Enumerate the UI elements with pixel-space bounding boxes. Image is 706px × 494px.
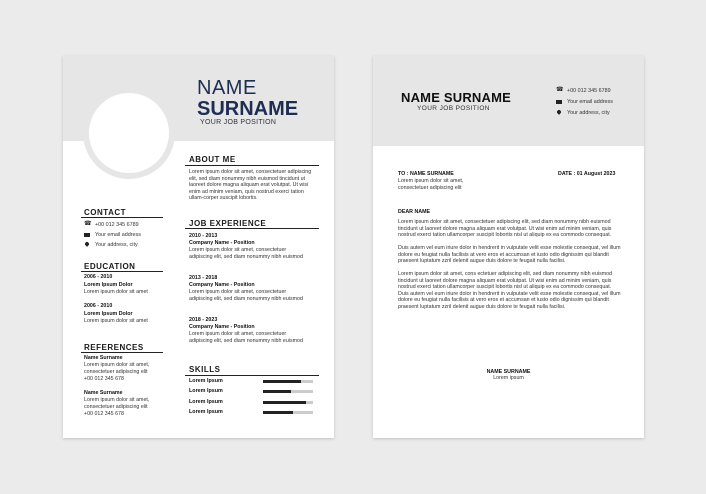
mail-icon (556, 100, 562, 104)
skill-bar-fill (263, 401, 306, 404)
skill-bar-fill (263, 390, 291, 393)
skill-label: Lorem Ipsum (189, 388, 223, 394)
contact-phone (84, 222, 139, 228)
skill-bar (263, 401, 313, 404)
skill-label: Lorem Ipsum (189, 378, 223, 384)
skill-bar-fill (263, 411, 293, 414)
letter-contact-phone (556, 88, 611, 94)
skill-bar (263, 390, 313, 393)
reference-name: Name Surname (84, 355, 123, 361)
letter-paragraph-1: Lorem ipsum dolor sit amet, consectetuer adipiscing elit, sed diam nonummy nibh euismod tincidunt ut laoreet dolore magna aliquam erat volutpat. Ut wisi enim ad minim veniam, quis nostrud exerci tation ullamcorper suscipit lobortis nisl ut aliquip ex ea commodo consequat. (398, 219, 612, 239)
letter-phone-text: +00 012 345 6789 (567, 88, 611, 94)
reference-phone: +00 012 345 678 (84, 376, 124, 382)
about-rule (185, 165, 319, 166)
skill-label: Lorem Ipsum (189, 409, 223, 415)
skill-bar (263, 380, 313, 383)
letter-name: NAME SURNAME (401, 90, 512, 105)
contact-address (84, 242, 138, 248)
education-text: Lorem ipsum dolor sit amet (84, 318, 148, 324)
location-pin-icon (556, 110, 562, 116)
letter-email-text: Your email address (567, 99, 613, 105)
reference-line: Lorem ipsum dolor sit amet, (84, 362, 150, 368)
skill-bar-fill (263, 380, 301, 383)
experience-line: adipiscing elit, sed diam nonummy nibh euismod (189, 296, 303, 302)
contact-phone-text: +00 012 345 6789 (95, 222, 139, 228)
letter-recipient-line: Lorem ipsum dolor sit amet, (398, 178, 464, 184)
cover-letter-page (373, 56, 644, 438)
reference-name: Name Surname (84, 390, 123, 396)
experience-title: JOB EXPERIENCE (189, 219, 267, 228)
experience-line: Lorem ipsum dolor sit amet, consectetuer (189, 289, 287, 295)
letter-signature-text: Lorem ipsum (493, 375, 524, 381)
contact-email-text: Your email address (95, 232, 141, 238)
education-degree: Lorem Ipsum Dolor (84, 311, 133, 317)
about-title: ABOUT ME (189, 155, 236, 164)
about-text: Lorem ipsum dolor sit amet, consectetuer adipiscing elit, sed diam nonummy nibh euismod tincidunt ut laoreet dolore magna aliquam erat volutpat. Ut wisi enim ad minim veniam, quis nostrud exerci tation ullam-corper suscipit lobortis. (189, 169, 312, 202)
experience-years: 2013 - 2018 (189, 275, 218, 281)
education-years: 2006 - 2010 (84, 303, 113, 309)
education-title: EDUCATION (84, 262, 136, 271)
experience-years: 2018 - 2023 (189, 317, 218, 323)
letter-salutation: DEAR NAME (398, 209, 431, 215)
experience-position: Company Name - Position (189, 240, 255, 246)
education-degree: Lorem Ipsum Dolor (84, 282, 133, 288)
location-pin-icon (84, 242, 90, 248)
letter-job-position: YOUR JOB POSITION (417, 105, 490, 112)
letter-contact-address (556, 110, 610, 116)
phone-icon (556, 88, 562, 94)
education-rule (81, 271, 163, 272)
contact-email (84, 232, 141, 238)
letter-recipient: TO : NAME SURNAME (398, 171, 454, 177)
references-rule (81, 352, 163, 353)
education-years: 2006 - 2010 (84, 274, 113, 280)
experience-line: Lorem ipsum dolor sit amet, consectetuer (189, 331, 287, 337)
letter-paragraph-3: Lorem ipsum dolor sit amet, cons ectetuer adipiscing elit, sed diam nonummy nibh euismod tincidunt ut laoreet dolore magna aliquam erat volutpat. Ut wisi enim ad minim veniam, quis nostrud exerci tation ullamcorper suscipit lobortis nisl ut aliquip ex ea commodo consequat. Duis autem vel eum iriure dolor in hendrerit in vulputate velit esse molestie consequat, vel illum dolore eu feugiat nulla facilisis at vero eros et accumsan et iusto odio dignissim qui blandit praesent luptatum zzril delenit augue duis dolore te feugait nulla facilisi. (398, 271, 621, 310)
reference-phone: +00 012 345 678 (84, 411, 124, 417)
letter-date: DATE : 01 August 2023 (558, 171, 616, 177)
resume-surname: SURNAME (197, 98, 299, 120)
resume-job-position: YOUR JOB POSITION (200, 119, 277, 126)
letter-address-text: Your address, city (567, 110, 610, 116)
resume-first-name: NAME (197, 77, 257, 99)
resume-page (63, 56, 334, 438)
skill-bar (263, 411, 313, 414)
experience-line: adipiscing elit, sed diam nonummy nibh euismod (189, 338, 303, 344)
reference-line: consectetuer adipiscing elit (84, 404, 148, 410)
experience-line: Lorem ipsum dolor sit amet, consectetuer (189, 247, 287, 253)
skill-label: Lorem Ipsum (189, 399, 223, 405)
letter-contact-email (556, 99, 613, 105)
mail-icon (84, 233, 90, 237)
letter-recipient-line: consectetuer adipiscing elit (398, 185, 462, 191)
education-text: Lorem ipsum dolor sit amet (84, 289, 148, 295)
reference-line: Lorem ipsum dolor sit amet, (84, 397, 150, 403)
contact-rule (81, 217, 163, 218)
experience-position: Company Name - Position (189, 324, 255, 330)
skills-rule (185, 375, 319, 376)
skills-title: SKILLS (189, 365, 221, 374)
experience-line: adipiscing elit, sed diam nonummy nibh euismod (189, 254, 303, 260)
references-title: REFERENCES (84, 343, 144, 352)
phone-icon (84, 222, 90, 228)
experience-position: Company Name - Position (189, 282, 255, 288)
letter-paragraph-2: Duis autem vel eum iriure dolor in hendrerit in vulputate velit esse molestie consequat, vel illum dolore eu feugiat nulla facilisis at vero eros et accumsan et iusto odio dignissim qui blandit praesent luptatum zzril delenit augue duis dolore te feugait nulla facilisi. (398, 245, 621, 265)
contact-address-text: Your address, city (95, 242, 138, 248)
letter-signature-name: NAME SURNAME (486, 369, 531, 375)
reference-line: consectetuer adipiscing elit (84, 369, 148, 375)
experience-rule (185, 228, 319, 229)
experience-years: 2010 - 2013 (189, 233, 218, 239)
profile-photo-placeholder (83, 87, 175, 179)
contact-title: CONTACT (84, 208, 127, 217)
